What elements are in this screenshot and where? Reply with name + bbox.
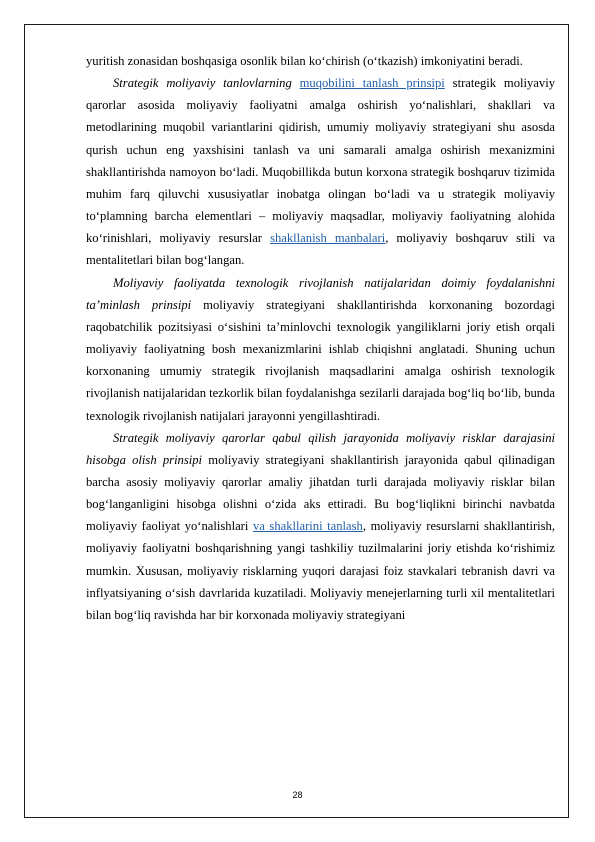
paragraph-text: moliyaviy strategiyani shakllantirishda korxonaning bozordagi raqobatchilik pozitsiyasi o‘sishini ta’minlovchi texnologik yangiliklarni joriy etish orqali moliyaviy faoliyatning bosh mexanizmlarini ishlab chiqishni anglatadi. Shuning uchun korxonaning umumiy strategik rivojlanish maqsadlarini amalga oshirish texnologik rivojlanish natijalaridan tezkorlik bilan foydalanishga sezilarli darajada bog‘liq bo‘lib, bunda texnologik rivojlanish natijalari jarayonni yengillashtiradi. xyxy=(86,297,555,423)
link-forms-selection[interactable]: va shakllarini tanlash xyxy=(252,519,363,534)
paragraph-alternatives-principle xyxy=(86,72,555,271)
link-alternative-choice-principle[interactable]: muqobilini tanlash prinsipi xyxy=(299,76,445,91)
page-number: 28 xyxy=(292,790,303,800)
paragraph-text: strategik moliyaviy qarorlar asosida moliyaviy faoliyatni amalga oshirish yo‘nalishlari, shakllari va metodlarining muqobil variantlarini qidirish, umumiy moliyaviy strategiyani shu asosda qurish uchun eng yaxshisini tanlash va uni samarali amalga oshirish mexanizmini shakllantirishda namoyon bo‘ladi. Muqobillikda butun korxona strategik boshqaruv tizimida muhim farq qiluvchi xususiyatlar inobatga olingan bo‘ladi va u strategik moliyaviy to‘plamning barcha elementlari – moliyaviy maqsadlar, moliyaviy faoliyatning alohida ko‘rinishlari, moliyaviy resurslar xyxy=(86,76,555,246)
paragraph-text: , moliyaviy resurslarni shakllantirish, moliyaviy faoliyatni boshqarishning yangi tashkiliy tuzilmalarini joriy etishda ko‘rishimiz mumkin. Xususan, moliyaviy risklarning yuqori darajasi foiz stavkalari tebranish davri va inflyatsiyaning o‘sish davrlarida kuzatiladi. Moliyaviy menejerlarning turli xil mentalitetlari bilan bog‘liq ravishda har bir korxonada moliyaviy strategiyani xyxy=(86,519,555,622)
paragraph-text: , moliyaviy boshqaruv stili va mentalitetlari bilan bog‘langan. xyxy=(86,231,556,268)
document-body xyxy=(86,50,555,626)
principle-title: Strategik moliyaviy qarorlar qabul qilish jarayonida moliyaviy risklar darajasini hisobga olish prinsipi xyxy=(86,430,555,467)
principle-title: Moliyaviy faoliyatda texnologik rivojlanish natijalaridan doimiy foydalanishni ta’minlash prinsipi xyxy=(86,275,555,312)
paragraph-text: moliyaviy strategiyani shakllantirish jarayonida qabul qilinadigan barcha asosiy moliyaviy qarorlar amaliy jihatdan turli darajada moliyaviy risklar bilan bog‘langanligini hisobga olishni o‘zida aks ettiradi. Bu bog‘liqlikni birinchi navbatda moliyaviy faoliyat yo‘nalishlari xyxy=(86,452,555,534)
paragraph-risk-principle xyxy=(86,427,555,626)
paragraph-text: yuritish zonasidan boshqasiga osonlik bilan ko‘chirish (o‘tkazish) imkoniyatini beradi. xyxy=(86,54,523,68)
link-formation-sources[interactable]: shakllanish manbalari xyxy=(270,231,386,246)
paragraph-continuation xyxy=(86,50,555,72)
paragraph-technology-principle xyxy=(86,272,555,427)
principle-title: Strategik moliyaviy tanlovlarning xyxy=(113,76,292,91)
